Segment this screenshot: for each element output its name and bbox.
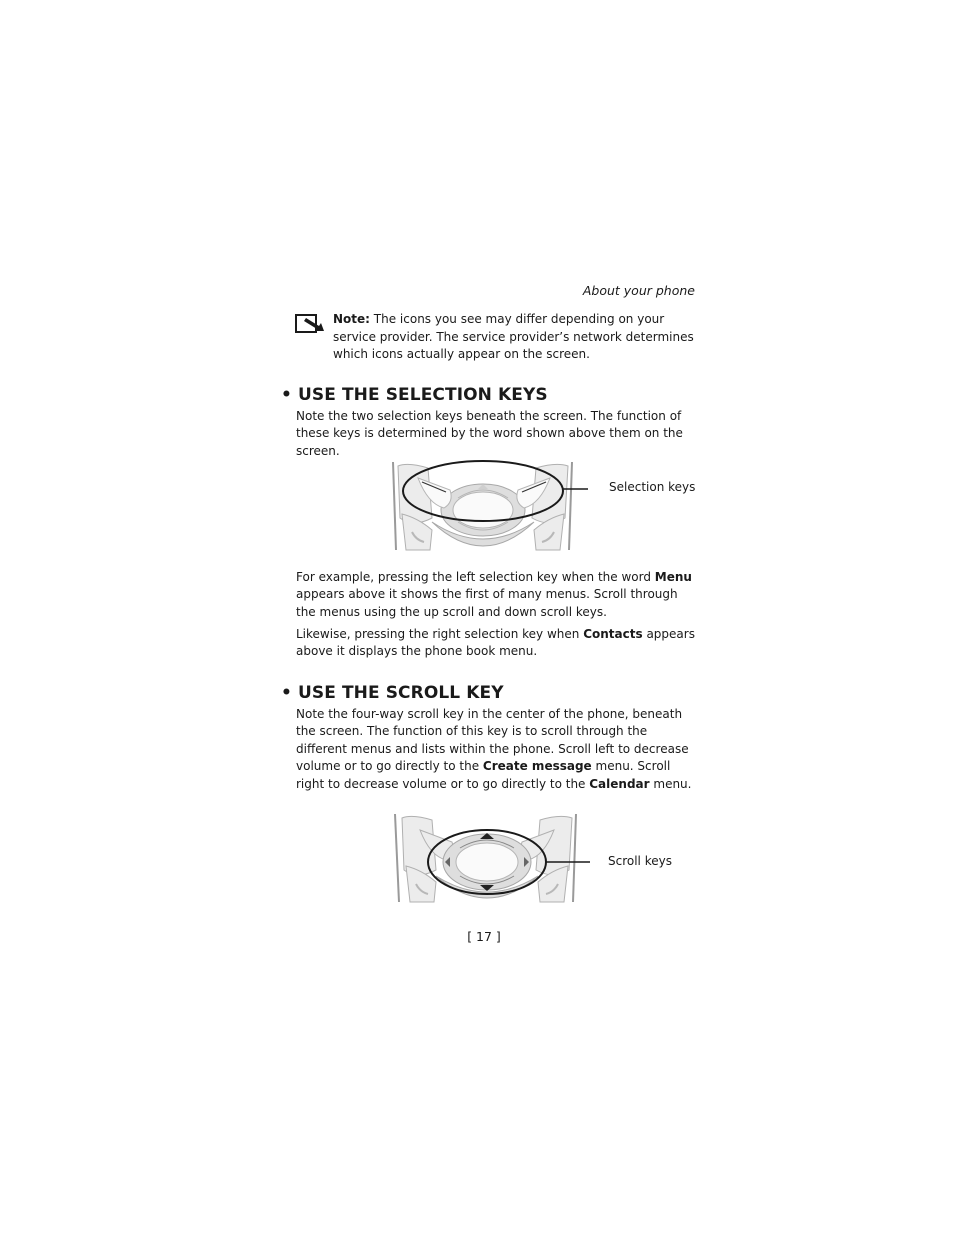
heading-selection-keys: • USE THE SELECTION KEYS — [281, 385, 548, 405]
running-header: About your phone — [582, 283, 695, 298]
note-icon — [295, 313, 325, 335]
text-run: Likewise, pressing the right selection key when — [296, 627, 584, 641]
text-run: appears above it shows the first of many menus. Scroll through the menus using the up scroll and down scroll keys. — [296, 587, 678, 619]
selection-keys-callout: Selection keys — [609, 480, 696, 494]
text-run: Note the four-way scroll key in the center of the phone, beneath the screen. The function of this key is to scroll through the different menus and lists within the phone. Scroll left to decrease volume or to go directly to the — [296, 707, 689, 774]
text-run: menu. — [649, 776, 692, 791]
scroll-key-paragraph — [296, 706, 696, 793]
text-run: For example, pressing the left selection key when the word — [296, 570, 655, 584]
note-body: The icons you see may differ depending on your service provider. The service provider’s network determines which icons actually appear on the screen. — [333, 312, 694, 361]
selection-keys-example-paragraph — [296, 569, 696, 621]
heading-scroll-key: • USE THE SCROLL KEY — [281, 683, 504, 703]
selection-keys-intro: Note the two selection keys beneath the screen. The function of these keys is determined by the word shown above them on the screen. — [296, 409, 683, 458]
menu-term: Menu — [654, 570, 692, 584]
selection-keys-contacts-paragraph — [296, 626, 696, 661]
contacts-term: Contacts — [583, 627, 643, 641]
note-paragraph — [333, 311, 698, 364]
page-number: [ 17 ] — [467, 929, 501, 944]
create-message-term: Create message — [482, 759, 592, 774]
note-label: Note: — [333, 312, 370, 326]
text-run: menu. Scroll right to decrease volume or to go directly to the — [296, 759, 671, 791]
selection-keys-illustration — [388, 458, 588, 554]
text-run: appears above it displays the phone book menu. — [296, 627, 695, 659]
scroll-key-illustration — [390, 810, 590, 906]
calendar-term: Calendar — [589, 776, 650, 791]
scroll-keys-callout: Scroll keys — [608, 854, 672, 868]
